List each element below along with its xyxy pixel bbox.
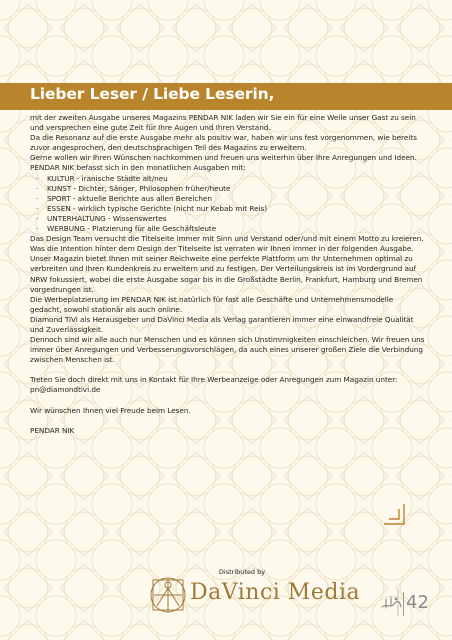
list-item: · ESSEN - wirklich typische Gerichte (nicht nur Kebab mit Reis) xyxy=(36,203,268,213)
bullet: · xyxy=(36,203,39,213)
closing-line: Wir wünschen Ihnen viel Freude beim Lesen. xyxy=(30,405,191,415)
brand-name: DaVinci Media xyxy=(190,580,361,605)
list-item: · SPORT - aktuelle Berichte aus allen Bereichen xyxy=(36,193,212,203)
header-banner xyxy=(0,83,452,110)
paragraph: Die Werbeplatzierung im PENDAR NIK ist natürlich für fast alle Geschäfte und Unternehmensmodelle gedacht, sowohl stationär als auch online. xyxy=(30,294,394,314)
paragraph: Das Design Team versucht die Titelseite immer mit Sinn und Verstand oder/und mit einem Motto zu kreieren. Was die Intention hinter dem Design der Titelseite ist verraten wir Ihnen immer in der folgenden Ausgabe. xyxy=(30,234,424,254)
bullet: · xyxy=(36,193,39,203)
page-title: Lieber Leser / Liebe Leserin, xyxy=(30,85,275,103)
page-number: 42 xyxy=(406,592,429,613)
paragraph: Da die Resonanz auf die erste Ausgabe mehr als positiv war, haben wir uns fest vorgenommen, wie bereits zuvor angesprochen, den deutschsprachigen Teil des Magazins zu erweitern. xyxy=(30,133,417,153)
paragraph: Dennoch sind wir alle auch nur Menschen und es können sich Unstimmigkeiten einschleichen. Wir freuen uns immer über Anregungen und Verbesserungsvorschlägen, da auch eines unserer großen Ziele die Verbindung zwischen Menschen ist. xyxy=(30,335,425,365)
paragraph: Diamond TiVi als Herausgeber und DaVinci Media als Verlag garantieren immer eine einwandfreie Qualität und Zuverlässigkeit. xyxy=(30,314,414,334)
list-item: · KULTUR - iranische Städte alt/neu xyxy=(36,173,168,183)
topic-list xyxy=(30,174,426,235)
bullet: · xyxy=(36,213,39,223)
paragraph: Unser Magazin bietet Ihnen mit seiner Reichweite eine perfekte Plattform um Ihr Unternehmen optimal zu verbreiten und Ihren Kundenkreis zu erweitern und zu festigen. Der Verteilungskreis ist im Vordergrund auf NRW fokussiert, wobei die erste Ausgabe sogar bis in die Großstädte Berlin, Frankfurt, Hamburg und Bremen vorgedrungen ist. xyxy=(30,254,423,294)
list-item: · KUNST - Dichter, Sänger, Philosophen früher/heute xyxy=(36,183,231,193)
bullet: · xyxy=(36,183,39,193)
contact-paragraph: Treten Sie doch direkt mit uns in Kontakt für Ihre Werbeanzeige oder Anregungen zum Magazin unter: pn@diamondtivi.de xyxy=(30,375,398,395)
bullet: · xyxy=(36,224,39,234)
page-number-divider xyxy=(403,592,404,616)
davinci-logo-icon xyxy=(148,575,188,615)
paragraph: mit der zweiten Ausgabe unseres Magazins PENDAR NIK laden wir Sie ein für eine Weile unser Gast zu sein und versprechen eine gute Zeit für Ihre Augen und Ihren Verstand. xyxy=(30,113,416,133)
letter-body xyxy=(30,113,426,436)
list-item: · UNTERHALTUNG - Wissenswertes xyxy=(36,213,167,223)
paragraph: PENDAR NIK befasst sich in den monatlichen Ausgaben mit: xyxy=(30,163,246,173)
distributed-by-label: Distributed by xyxy=(218,568,266,576)
signature-text: PENDAR NIK xyxy=(30,425,75,435)
list-item: · WERBUNG - Platzierung für alle Geschäftsleute xyxy=(36,224,217,234)
calligraphy-logo-icon xyxy=(380,593,402,615)
bullet: · xyxy=(36,173,39,183)
paragraph: Gerne wollen wir Ihren Wünschen nachkommen und freuen uns weiterhin über Ihre Anregungen und Ideen. xyxy=(30,153,417,163)
